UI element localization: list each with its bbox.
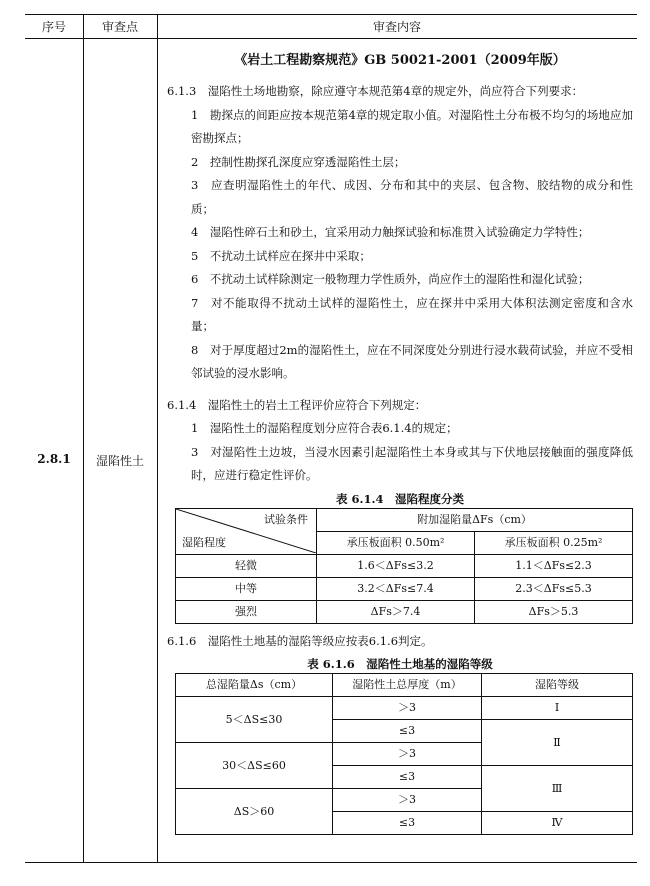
clause-item: 3 应查明湿陷性土的年代、成因、分布和其中的夹层、包含物、胶结物的成分和性质； [191, 178, 633, 216]
col-header-025: 承压板面积 0.25m² [475, 531, 633, 554]
thickness-cell: ≤3 [333, 812, 482, 835]
thickness-cell: ＞3 [333, 697, 482, 720]
clause-item: 1 勘探点的间距应按本规范第4章的规定取小值。对湿陷性土分布极不均匀的场地应加密勘探点； [191, 107, 633, 145]
grade-cell: Ⅰ [482, 697, 633, 720]
degree-cell: 强烈 [176, 600, 317, 623]
header-point: 审查点 [101, 20, 138, 34]
thickness-cell: ＞3 [333, 743, 482, 766]
diag-top-label: 试验条件 [264, 512, 308, 526]
header-divider [25, 38, 637, 39]
table-6-1-4 [175, 508, 633, 624]
value-cell: 1.6＜ΔFs≤3.2 [317, 554, 475, 577]
col-header-050: 承压板面积 0.50m² [317, 531, 475, 554]
settlement-range: 5＜ΔS≤30 [176, 697, 333, 743]
thickness-cell: ≤3 [333, 720, 482, 743]
clause-item: 3 对湿陷性土边坡，当浸水因素引起湿陷性土本身或其与下伏地层接触面的强度降低时，应进行稳定性评价。 [191, 444, 633, 482]
grade-cell: Ⅳ [482, 812, 633, 835]
diag-bottom-label: 湿陷程度 [182, 535, 226, 549]
grade-cell: Ⅱ [482, 720, 633, 766]
column-divider-2 [157, 14, 158, 862]
value-cell: ΔFs＞7.4 [317, 600, 475, 623]
review-table [25, 14, 637, 876]
clause-6-1-6-intro: 6.1.6 湿陷性土地基的湿陷等级应按表6.1.6判定。 [167, 633, 433, 648]
bottom-border [25, 862, 637, 863]
section-number: 2.8.1 [37, 452, 71, 466]
grade-cell: Ⅲ [482, 766, 633, 812]
clause-item: 7 对不能取得不扰动土试样的湿陷性土，应在探井中采用大体积法测定密度和含水量； [191, 295, 633, 333]
clause-item: 8 对于厚度超过2m的湿陷性土，应在不同深度处分别进行浸水载荷试验，并应不受相邻试验的浸水影响。 [191, 342, 633, 380]
clause-item: 4 湿陷性碎石土和砂土，宜采用动力触探试验和标准贯入试验确定力学特性； [191, 225, 590, 239]
section-topic: 湿陷性土 [95, 454, 144, 468]
group-header: 附加湿陷量ΔFs（cm） [317, 508, 633, 531]
thickness-cell: ≤3 [333, 766, 482, 789]
clause-6-1-4-intro: 6.1.4 湿陷性土的岩土工程评价应符合下列规定： [167, 397, 427, 412]
table-6-1-6 [175, 673, 633, 835]
value-cell: ΔFs＞5.3 [475, 600, 633, 623]
degree-cell: 中等 [176, 577, 317, 600]
diagonal-header-cell [176, 508, 317, 554]
thickness-cell: ＞3 [333, 789, 482, 812]
header-grade: 湿陷等级 [482, 674, 633, 697]
degree-cell: 轻微 [176, 554, 317, 577]
content-cell [167, 46, 633, 835]
header-thickness: 湿陷性土总厚度（m） [333, 674, 482, 697]
standard-title: 《岩土工程勘察规范》GB 50021-2001（2009年版） [234, 53, 566, 68]
header-total-settlement: 总湿陷量Δs（cm） [176, 674, 333, 697]
header-content: 审查内容 [372, 20, 421, 34]
value-cell: 3.2＜ΔFs≤7.4 [317, 577, 475, 600]
header-no: 序号 [41, 20, 66, 34]
clause-item: 2 控制性勘探孔深度应穿透湿陷性土层； [191, 154, 406, 169]
column-divider-1 [83, 14, 84, 862]
table-6-1-6-caption: 表 6.1.6 湿陷性土地基的湿陷等级 [307, 657, 493, 671]
value-cell: 2.3＜ΔFs≤5.3 [475, 577, 633, 600]
clause-item: 6 不扰动土试样除测定一般物理力学性质外，尚应作土的湿陷性和湿化试验； [191, 272, 590, 286]
value-cell: 1.1＜ΔFs≤2.3 [475, 554, 633, 577]
settlement-range: 30＜ΔS≤60 [176, 743, 333, 789]
clause-item: 5 不扰动土试样应在探井中采取； [191, 248, 371, 263]
clause-item: 1 湿陷性土的湿陷程度划分应符合表6.1.4的规定； [191, 421, 458, 435]
table-6-1-4-caption: 表 6.1.4 湿陷程度分类 [335, 491, 464, 506]
settlement-range: ΔS＞60 [176, 789, 333, 835]
top-border [25, 14, 637, 15]
clause-6-1-3-intro: 6.1.3 湿陷性土场地勘察，除应遵守本规范第4章的规定外，尚应符合下列要求： [167, 84, 584, 98]
